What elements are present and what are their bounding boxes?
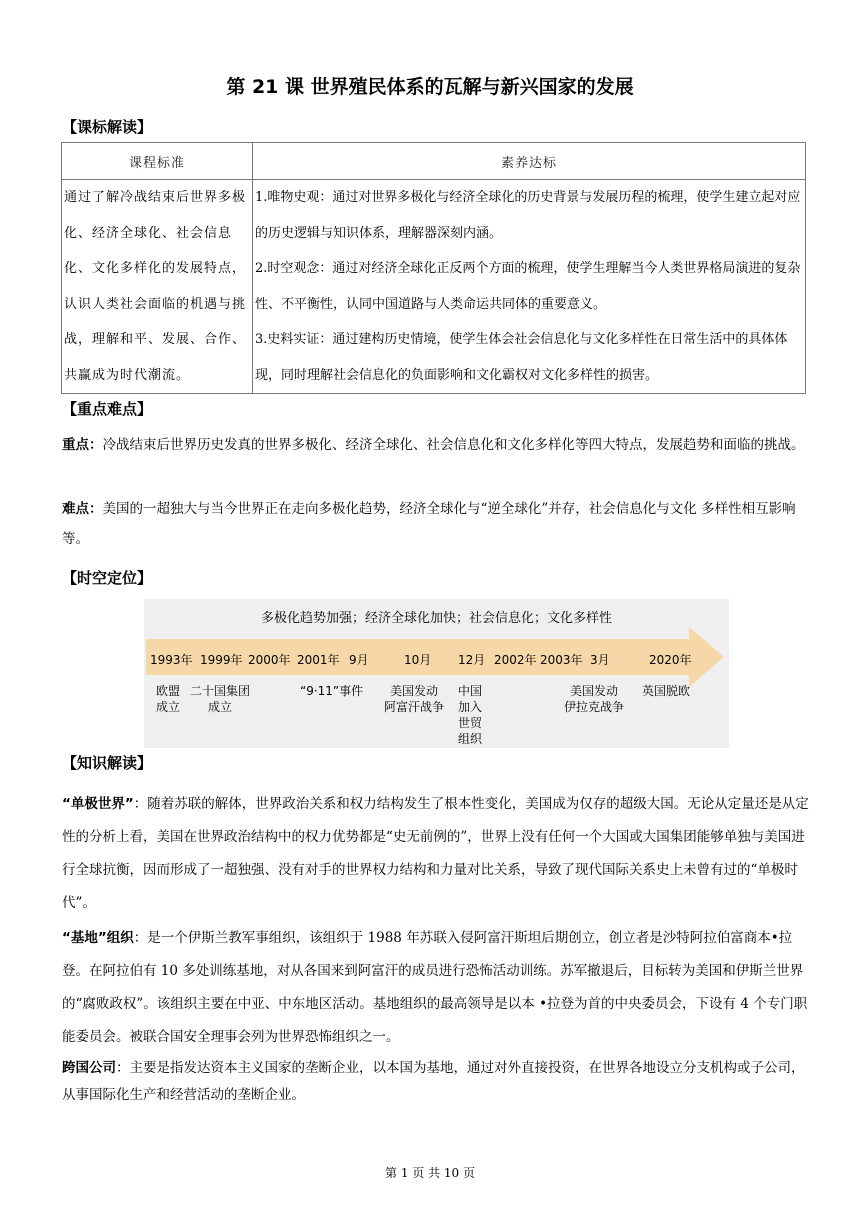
lesson-title: 第 21 课 世界殖民体系的瓦解与新兴国家的发展 xyxy=(226,76,634,98)
event-line: 英国脱欧 xyxy=(642,684,691,698)
event-line: 加入 xyxy=(458,700,483,714)
event-line: 美国发动 xyxy=(390,684,439,698)
section-keypoints-heading: 【重点难点】 xyxy=(62,400,153,418)
month-march: 3月 xyxy=(590,653,610,667)
term-al-qaeda xyxy=(62,922,810,1054)
event-line: 阿富汗战争 xyxy=(384,700,445,714)
year-1999: 1999年 xyxy=(200,653,243,667)
month-sept: 9月 xyxy=(349,653,369,667)
year-2001: 2001年 xyxy=(297,653,340,667)
event-line: “9·11”事件 xyxy=(300,684,364,698)
timeline-banner: 多极化趋势加强；经济全球化加快；社会信息化；文化多样性 xyxy=(260,611,612,626)
year-2000: 2000年 xyxy=(248,653,291,667)
event-line: 成立 xyxy=(208,700,233,714)
event-line: 美国发动 xyxy=(570,684,619,698)
term-al-qaeda-text: ：是一个伊斯兰教军事组织，该组织于 1988 年苏联入侵阿富汗斯坦后期创立，创立者是沙特阿拉伯富商本•拉登。在阿拉伯有 10 多处训练基地，对从各国来到阿富汗的成员进行恐怖活动训练。苏军撤退后，目标转为美国和伊斯兰世界的“腐败政权”。该组织主要在中亚、中东地区活动。基地组织的最高领导是以本 •拉登为首的中央委员会，下设有 4 个专门职能委员会。被联合国安全理事会列为世界恐怖组织之一。 xyxy=(62,930,808,1045)
term-unipolar xyxy=(62,788,810,920)
table-header-standard: 课程标准 xyxy=(62,143,253,180)
key-point xyxy=(62,430,810,460)
year-2020: 2020年 xyxy=(649,653,692,667)
literacy-item: 1.唯物史观：通过对世界多极化与经济全球化的历史背景与发展历程的梳理，使学生建立起对应的历史逻辑与知识体系，理解器深刻内涵。 xyxy=(255,190,801,241)
timeline-figure xyxy=(144,599,729,748)
section-standards-heading: 【课标解读】 xyxy=(62,118,153,136)
term-mnc xyxy=(62,1055,810,1109)
event-line: 中国 xyxy=(458,684,483,698)
difficult-text: 美国的一超独大与当今世界正在走向多极化趋势，经济全球化与“逆全球化”并存，社会信息化与文化 多样性相互影响等。 xyxy=(62,501,796,547)
event-g20 xyxy=(190,683,250,715)
standard-text: 通过了解冷战结束后世界多极化、经济全球化、社会信息化、文化多样化的发展特点，认识人类社会面临的机遇与挑战，理解和平、发展、合作、共赢成为时代潮流。 xyxy=(62,180,253,394)
difficult-label: 难点： xyxy=(62,501,103,517)
event-line: 二十国集团 xyxy=(190,684,251,698)
key-label: 重点： xyxy=(62,437,103,453)
page-footer: 第 1 页 共 10 页 xyxy=(385,1166,475,1180)
year-2002: 2002年 xyxy=(494,653,537,667)
literacy-list xyxy=(253,180,806,394)
event-line: 组织 xyxy=(458,732,483,746)
event-line: 成立 xyxy=(156,700,181,714)
event-line: 伊拉克战争 xyxy=(564,700,625,714)
month-dec: 12月 xyxy=(458,653,486,667)
year-1993: 1993年 xyxy=(150,653,193,667)
event-eu xyxy=(156,683,180,715)
standards-table xyxy=(61,142,806,394)
term-unipolar-label: “单极世界” xyxy=(62,796,134,812)
term-al-qaeda-label: “基地”组织 xyxy=(62,930,134,946)
term-mnc-text: ：主要是指发达资本主义国家的垄断企业，以本国为基地，通过对外直接投资，在世界各地设立分支机构或子公司，从事国际化生产和经营活动的垄断企业。 xyxy=(62,1060,805,1103)
term-mnc-label: 跨国公司 xyxy=(62,1060,116,1076)
year-2003: 2003年 xyxy=(540,653,583,667)
event-line: 欧盟 xyxy=(156,684,181,698)
key-text: 冷战结束后世界历史发真的世界多极化、经济全球化、社会信息化和文化多样化等四大特点，发展趋势和面临的挑战。 xyxy=(102,437,805,453)
event-line: 世贸 xyxy=(458,716,483,730)
event-brexit xyxy=(642,683,690,699)
event-china-wto xyxy=(458,683,482,747)
section-timeline-heading: 【时空定位】 xyxy=(62,569,153,587)
table-header-literacy: 素养达标 xyxy=(253,143,806,180)
term-unipolar-text: ：随着苏联的解体，世界政治关系和权力结构发生了根本性变化，美国成为仅存的超级大国。无论从定量还是从定性的分析上看，美国在世界政治结构中的权力优势都是“史无前例的”，世界上没有任何一个大国或大国集团能够单独与美国进行全球抗衡，因而形成了一超独强、没有对手的世界权力结构和力量对比关系，导致了现代国际关系史上未曾有过的“单极时代”。 xyxy=(62,796,809,911)
event-iraq-war xyxy=(564,683,624,715)
difficult-point xyxy=(62,494,810,554)
event-afghan-war xyxy=(384,683,444,715)
month-oct: 10月 xyxy=(404,653,432,667)
section-knowledge-heading: 【知识解读】 xyxy=(62,754,153,772)
literacy-item: 2.时空观念：通过对经济全球化正反两个方面的梳理，使学生理解当今人类世界格局演进的复杂性、不平衡性，认同中国道路与人类命运共同体的重要意义。 xyxy=(255,261,801,312)
event-911 xyxy=(300,683,363,699)
literacy-item: 3.史料实证：通过建构历史情境，使学生体会社会信息化与文化多样性在日常生活中的具体体现，同时理解社会信息化的负面影响和文化霸权对文化多样性的损害。 xyxy=(255,332,788,383)
